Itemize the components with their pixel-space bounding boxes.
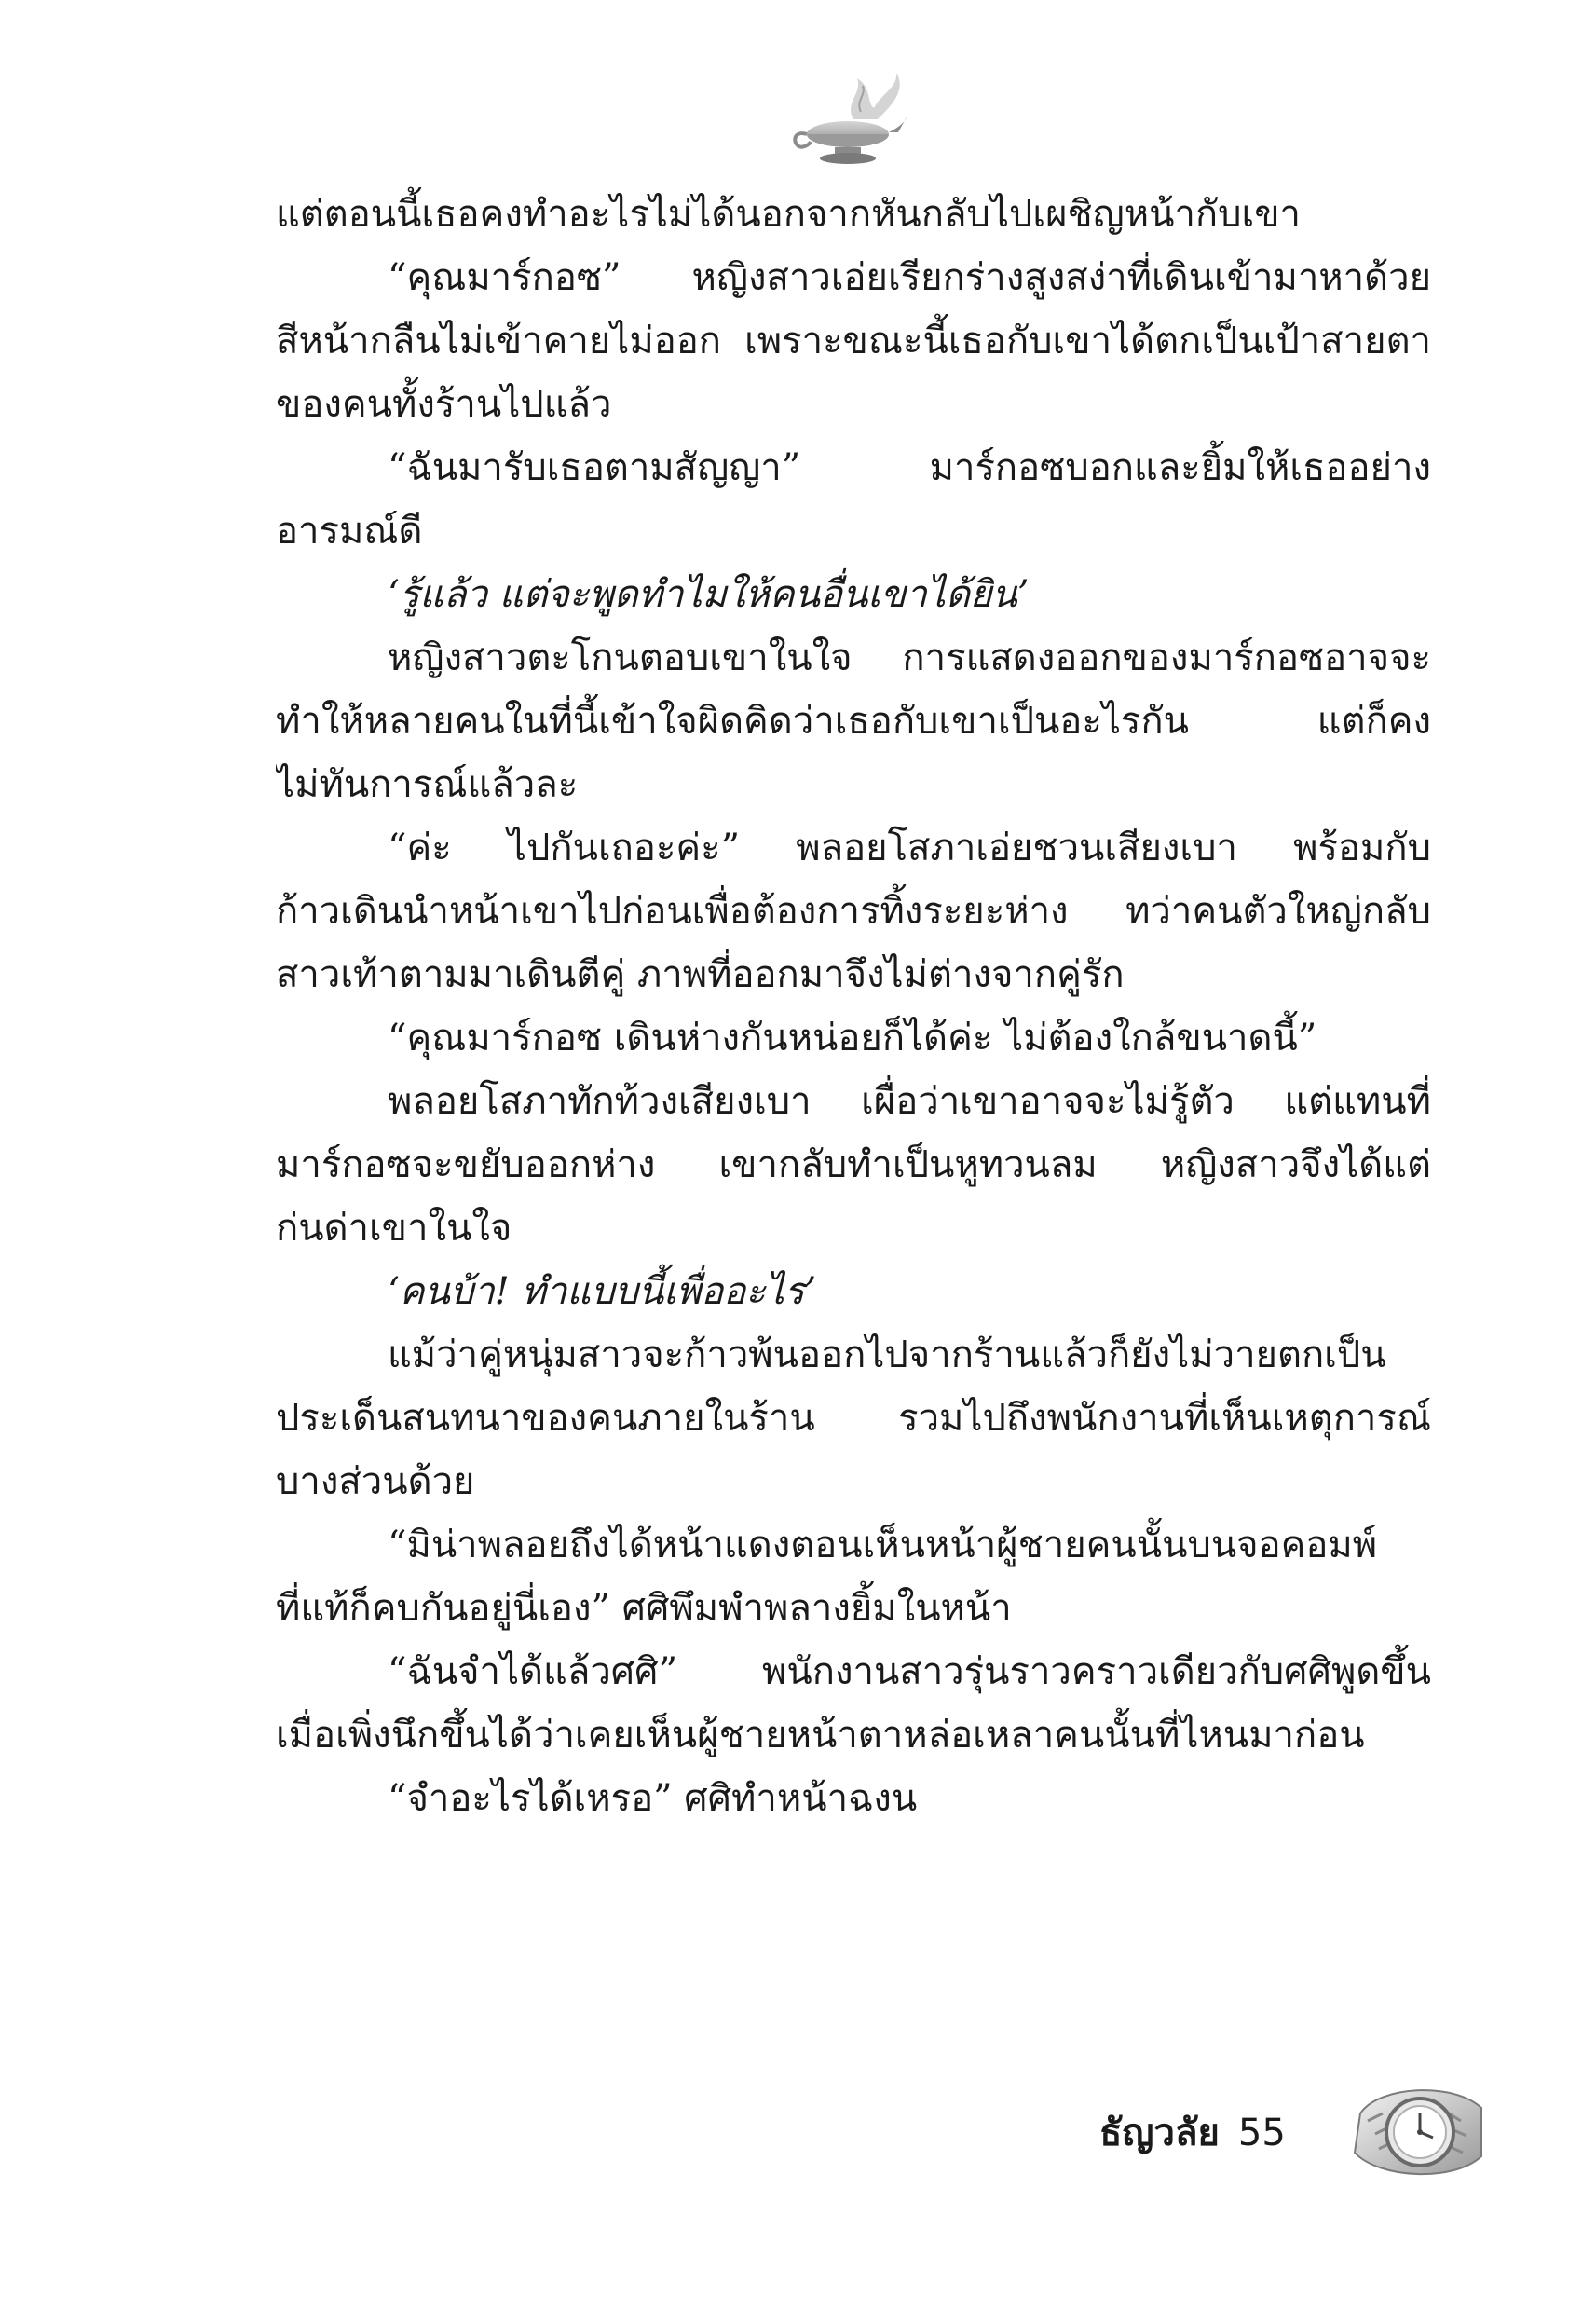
text-line: หญิงสาวตะโกนตอบเขาในใจ การแสดงออกของมาร์กอซอาจจะ (388, 636, 1431, 679)
text-line: มาร์กอซจะขยับออกห่าง เขากลับทำเป็นหูทวนลม หญิงสาวจึงได้แต่ (276, 1143, 1431, 1186)
text-line: ประเด็นสนทนาของคนภายในร้าน รวมไปถึงพนักงานที่เห็นเหตุการณ์ (276, 1397, 1431, 1440)
text-line: ‘รู้แล้ว แต่จะพูดทำไมให้คนอื่นเขาได้ยิน’ (388, 573, 1030, 616)
text-line: บางส่วนด้วย (276, 1460, 475, 1503)
book-title: ธัญวลัย (1099, 2112, 1220, 2154)
text-line: ก่นด่าเขาในใจ (276, 1207, 512, 1250)
text-line: ที่แท้ก็คบกันอยู่นี่เอง” ศศิพึมพำพลางยิ้มในหน้า (276, 1587, 1012, 1630)
text-line: “คุณมาร์กอซ เดินห่างกันหน่อยก็ได้ค่ะ ไม่ต้องใกล้ขนาดนี้” (388, 1017, 1317, 1060)
text-line: “ค่ะ ไปกันเถอะค่ะ” พลอยโสภาเอ่ยชวนเสียงเบา พร้อมกับ (388, 827, 1431, 869)
text-line: “คุณมาร์กอซ” หญิงสาวเอ่ยเรียกร่างสูงสง่าที่เดินเข้ามาหาด้วย (388, 256, 1431, 299)
body-text (276, 183, 1431, 1830)
text-line: พลอยโสภาทักท้วงเสียงเบา เผื่อว่าเขาอาจจะไม่รู้ตัว แต่แทนที่ (388, 1080, 1431, 1123)
text-line: ของคนทั้งร้านไปแล้ว (276, 383, 612, 426)
text-line: แม้ว่าคู่หนุ่มสาวจะก้าวพ้นออกไปจากร้านแล้วก็ยังไม่วายตกเป็น (388, 1333, 1386, 1376)
text-line: ทำให้หลายคนในที่นี้เข้าใจผิดคิดว่าเธอกับเขาเป็นอะไรกัน แต่ก็คง (276, 700, 1431, 743)
genie-lamp-icon (788, 65, 909, 168)
page-number: 55 (1237, 2112, 1286, 2154)
text-line: สีหน้ากลืนไม่เข้าคายไม่ออก เพราะขณะนี้เธอกับเขาได้ตกเป็นเป้าสายตา (276, 320, 1431, 362)
text-line: “มิน่าพลอยถึงได้หน้าแดงตอนเห็นหน้าผู้ชายคนนั้นบนจอคอมพ์ (388, 1524, 1378, 1566)
text-line: อารมณ์ดี (276, 510, 423, 553)
text-line: “จำอะไรได้เหรอ” ศศิทำหน้าฉงน (388, 1777, 918, 1820)
text-line: “ฉันจำได้แล้วศศิ” พนักงานสาวรุ่นราวคราวเดียวกับศศิพูดขึ้น (388, 1650, 1431, 1693)
wristwatch-icon (1342, 2067, 1491, 2197)
text-line: แต่ตอนนี้เธอคงทำอะไรไม่ได้นอกจากหันกลับไปเผชิญหน้ากับเขา (276, 193, 1301, 236)
text-line: ก้าวเดินนำหน้าเขาไปก่อนเพื่อต้องการทิ้งระยะห่าง ทว่าคนตัวใหญ่กลับ (276, 890, 1431, 933)
text-line: สาวเท้าตามมาเดินตีคู่ ภาพที่ออกมาจึงไม่ต่างจากคู่รัก (276, 953, 1125, 996)
text-line: “ฉันมารับเธอตามสัญญา” มาร์กอซบอกและยิ้มให้เธออย่าง (388, 446, 1431, 489)
text-line: ไม่ทันการณ์แล้วละ (276, 763, 579, 806)
text-line: ‘คนบ้า! ทำแบบนี้เพื่ออะไร’ (388, 1270, 817, 1313)
page-footer (1099, 2100, 1286, 2166)
text-line: เมื่อเพิ่งนึกขึ้นได้ว่าเคยเห็นผู้ชายหน้าตาหล่อเหลาคนนั้นที่ไหนมาก่อน (276, 1714, 1365, 1757)
